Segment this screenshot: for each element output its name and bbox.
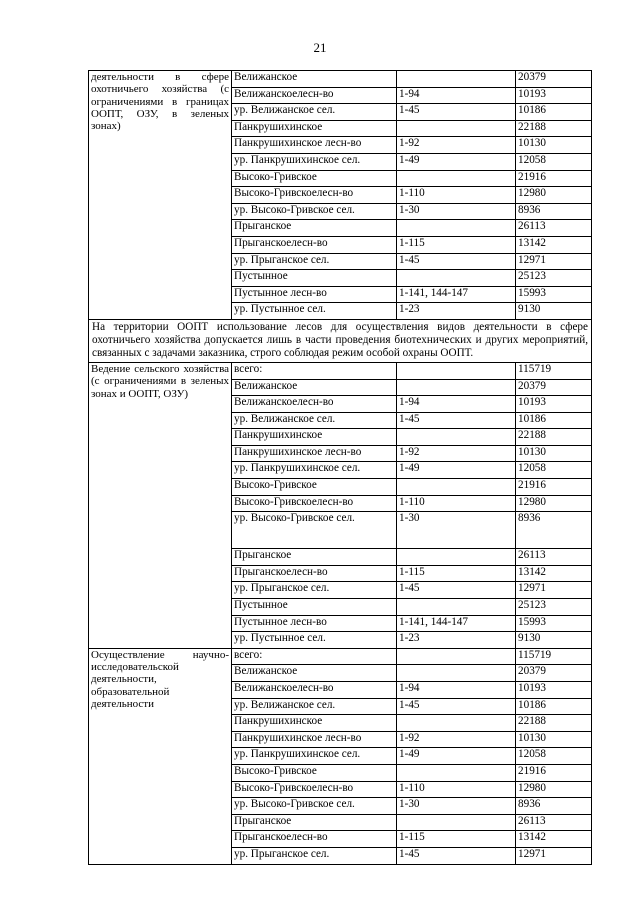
- forestry-name-cell: Пустынное лесн-во: [232, 615, 397, 632]
- area-cell: 12058: [516, 153, 592, 170]
- quarters-cell: 1-115: [397, 565, 516, 582]
- forestry-name-cell: Панкрушихинское: [232, 120, 397, 137]
- area-cell: 10193: [516, 682, 592, 699]
- table-row: [89, 71, 592, 88]
- quarters-cell: [397, 764, 516, 781]
- area-cell: 22188: [516, 715, 592, 732]
- forestry-name-cell: всего:: [232, 648, 397, 665]
- table-row: [89, 362, 592, 379]
- forestry-name-cell: ур. Велижанское сел.: [232, 698, 397, 715]
- area-cell: 13142: [516, 565, 592, 582]
- quarters-cell: [397, 170, 516, 187]
- forestry-name-cell: Панкрушихинское лесн-во: [232, 137, 397, 154]
- forestry-name-cell: ур. Прыганское сел.: [232, 253, 397, 270]
- area-cell: 25123: [516, 599, 592, 616]
- area-cell: 115719: [516, 362, 592, 379]
- area-cell: 10186: [516, 698, 592, 715]
- forestry-name-cell: Велижанское: [232, 665, 397, 682]
- area-cell: 12980: [516, 495, 592, 512]
- quarters-cell: 1-49: [397, 462, 516, 479]
- quarters-cell: [397, 220, 516, 237]
- quarters-cell: 1-45: [397, 698, 516, 715]
- area-cell: 25123: [516, 270, 592, 287]
- area-cell: 20379: [516, 665, 592, 682]
- quarters-cell: 1-49: [397, 153, 516, 170]
- quarters-cell: 1-94: [397, 396, 516, 413]
- area-cell: 26113: [516, 549, 592, 566]
- quarters-cell: 1-45: [397, 104, 516, 121]
- area-cell: 10130: [516, 445, 592, 462]
- area-cell: 21916: [516, 170, 592, 187]
- forestry-name-cell: Прыганскоелесн-во: [232, 831, 397, 848]
- forestry-name-cell: Велижанское: [232, 71, 397, 88]
- quarters-cell: [397, 120, 516, 137]
- forestry-name-cell: Велижанскоелесн-во: [232, 87, 397, 104]
- quarters-cell: [397, 715, 516, 732]
- area-cell: 12971: [516, 847, 592, 864]
- forestry-name-cell: ур. Велижанское сел.: [232, 104, 397, 121]
- area-cell: 10193: [516, 87, 592, 104]
- area-cell: 12980: [516, 781, 592, 798]
- page-number: 21: [313, 40, 327, 55]
- forestry-name-cell: Прыганское: [232, 220, 397, 237]
- quarters-cell: 1-45: [397, 847, 516, 864]
- quarters-cell: 1-92: [397, 731, 516, 748]
- area-cell: 10193: [516, 396, 592, 413]
- forestry-name-cell: Высоко-Гривскоелесн-во: [232, 495, 397, 512]
- forestry-name-cell: Велижанскоелесн-во: [232, 682, 397, 699]
- quarters-cell: [397, 71, 516, 88]
- area-cell: 20379: [516, 379, 592, 396]
- quarters-cell: [397, 599, 516, 616]
- table-row: [89, 648, 592, 665]
- area-cell: 8936: [516, 512, 592, 549]
- area-cell: 10130: [516, 137, 592, 154]
- quarters-cell: [397, 479, 516, 496]
- area-cell: 9130: [516, 632, 592, 649]
- quarters-cell: 1-92: [397, 137, 516, 154]
- area-cell: 8936: [516, 203, 592, 220]
- activity-cell: Осуществление научно-исследовательской деятельности, образовательной деятельности: [89, 648, 232, 864]
- quarters-cell: [397, 379, 516, 396]
- forestry-name-cell: Высоко-Гривскоелесн-во: [232, 781, 397, 798]
- quarters-cell: 1-110: [397, 781, 516, 798]
- forestry-name-cell: Прыганское: [232, 814, 397, 831]
- forestry-name-cell: ур. Панкрушихинское сел.: [232, 462, 397, 479]
- quarters-cell: 1-23: [397, 632, 516, 649]
- quarters-cell: 1-94: [397, 682, 516, 699]
- area-cell: 15993: [516, 286, 592, 303]
- quarters-cell: [397, 814, 516, 831]
- forestry-name-cell: ур. Высоко-Гривское сел.: [232, 203, 397, 220]
- quarters-cell: [397, 270, 516, 287]
- forestry-name-cell: ур. Пустынное сел.: [232, 632, 397, 649]
- quarters-cell: 1-30: [397, 798, 516, 815]
- quarters-cell: 1-30: [397, 512, 516, 549]
- area-cell: 12058: [516, 462, 592, 479]
- activity-cell: деятельности в сфере охотничьего хозяйства (с ограничениями в границах ООПТ, ОЗУ, в зеленых зонах): [89, 71, 232, 320]
- area-cell: 8936: [516, 798, 592, 815]
- quarters-cell: 1-110: [397, 187, 516, 204]
- area-cell: 21916: [516, 479, 592, 496]
- quarters-cell: 1-49: [397, 748, 516, 765]
- quarters-cell: 1-45: [397, 412, 516, 429]
- forestry-name-cell: ур. Панкрушихинское сел.: [232, 748, 397, 765]
- table-body: [89, 71, 592, 865]
- area-cell: 115719: [516, 648, 592, 665]
- forestry-name-cell: Прыганское: [232, 549, 397, 566]
- forestry-name-cell: Панкрушихинское лесн-во: [232, 731, 397, 748]
- forestry-name-cell: Прыганскоелесн-во: [232, 565, 397, 582]
- quarters-cell: 1-23: [397, 303, 516, 320]
- forestry-name-cell: Пустынное: [232, 270, 397, 287]
- forestry-name-cell: Велижанское: [232, 379, 397, 396]
- forestry-name-cell: Пустынное лесн-во: [232, 286, 397, 303]
- quarters-cell: 1-45: [397, 253, 516, 270]
- quarters-cell: 1-115: [397, 831, 516, 848]
- quarters-cell: [397, 429, 516, 446]
- quarters-cell: 1-30: [397, 203, 516, 220]
- forestry-name-cell: Панкрушихинское: [232, 429, 397, 446]
- quarters-cell: [397, 549, 516, 566]
- forestry-name-cell: Панкрушихинское лесн-во: [232, 445, 397, 462]
- quarters-cell: 1-94: [397, 87, 516, 104]
- forestry-name-cell: ур. Высоко-Гривское сел.: [232, 512, 397, 549]
- quarters-cell: [397, 362, 516, 379]
- forestry-name-cell: ур. Высоко-Гривское сел.: [232, 798, 397, 815]
- note-text: На территории ООПТ использование лесов для осуществления видов деятельности в сфере охотничьего хозяйства допускается лишь в части проведения биотехнических и других мероприятий, связанных с задачами заказника, строго соблюдая режим особой охраны ООПТ.: [89, 319, 592, 362]
- quarters-cell: 1-45: [397, 582, 516, 599]
- forestry-name-cell: Пустынное: [232, 599, 397, 616]
- area-cell: 22188: [516, 120, 592, 137]
- quarters-cell: 1-141, 144-147: [397, 286, 516, 303]
- forestry-name-cell: ур. Панкрушихинское сел.: [232, 153, 397, 170]
- note-row: [89, 319, 592, 362]
- area-cell: 22188: [516, 429, 592, 446]
- forestry-name-cell: Высоко-Гривское: [232, 764, 397, 781]
- forestry-name-cell: ур. Велижанское сел.: [232, 412, 397, 429]
- area-cell: 13142: [516, 831, 592, 848]
- area-cell: 9130: [516, 303, 592, 320]
- forestry-name-cell: ур. Прыганское сел.: [232, 582, 397, 599]
- area-cell: 10186: [516, 104, 592, 121]
- area-cell: 10130: [516, 731, 592, 748]
- quarters-cell: [397, 665, 516, 682]
- forestry-name-cell: Велижанскоелесн-во: [232, 396, 397, 413]
- forestry-name-cell: ур. Пустынное сел.: [232, 303, 397, 320]
- quarters-cell: 1-115: [397, 236, 516, 253]
- forest-use-table: [88, 70, 592, 865]
- area-cell: 10186: [516, 412, 592, 429]
- area-cell: 13142: [516, 236, 592, 253]
- area-cell: 20379: [516, 71, 592, 88]
- quarters-cell: [397, 648, 516, 665]
- area-cell: 15993: [516, 615, 592, 632]
- area-cell: 26113: [516, 814, 592, 831]
- forestry-name-cell: Высоко-Гривскоелесн-во: [232, 187, 397, 204]
- forestry-name-cell: Высоко-Гривское: [232, 479, 397, 496]
- quarters-cell: 1-110: [397, 495, 516, 512]
- forestry-name-cell: Прыганскоелесн-во: [232, 236, 397, 253]
- quarters-cell: 1-92: [397, 445, 516, 462]
- forestry-name-cell: всего:: [232, 362, 397, 379]
- quarters-cell: 1-141, 144-147: [397, 615, 516, 632]
- forestry-name-cell: ур. Прыганское сел.: [232, 847, 397, 864]
- area-cell: 12971: [516, 582, 592, 599]
- activity-cell: Ведение сельского хозяйства (с ограничениями в зеленых зонах и ООПТ, ОЗУ): [89, 362, 232, 648]
- area-cell: 21916: [516, 764, 592, 781]
- area-cell: 12058: [516, 748, 592, 765]
- forestry-name-cell: Высоко-Гривское: [232, 170, 397, 187]
- area-cell: 12980: [516, 187, 592, 204]
- forestry-name-cell: Панкрушихинское: [232, 715, 397, 732]
- area-cell: 12971: [516, 253, 592, 270]
- area-cell: 26113: [516, 220, 592, 237]
